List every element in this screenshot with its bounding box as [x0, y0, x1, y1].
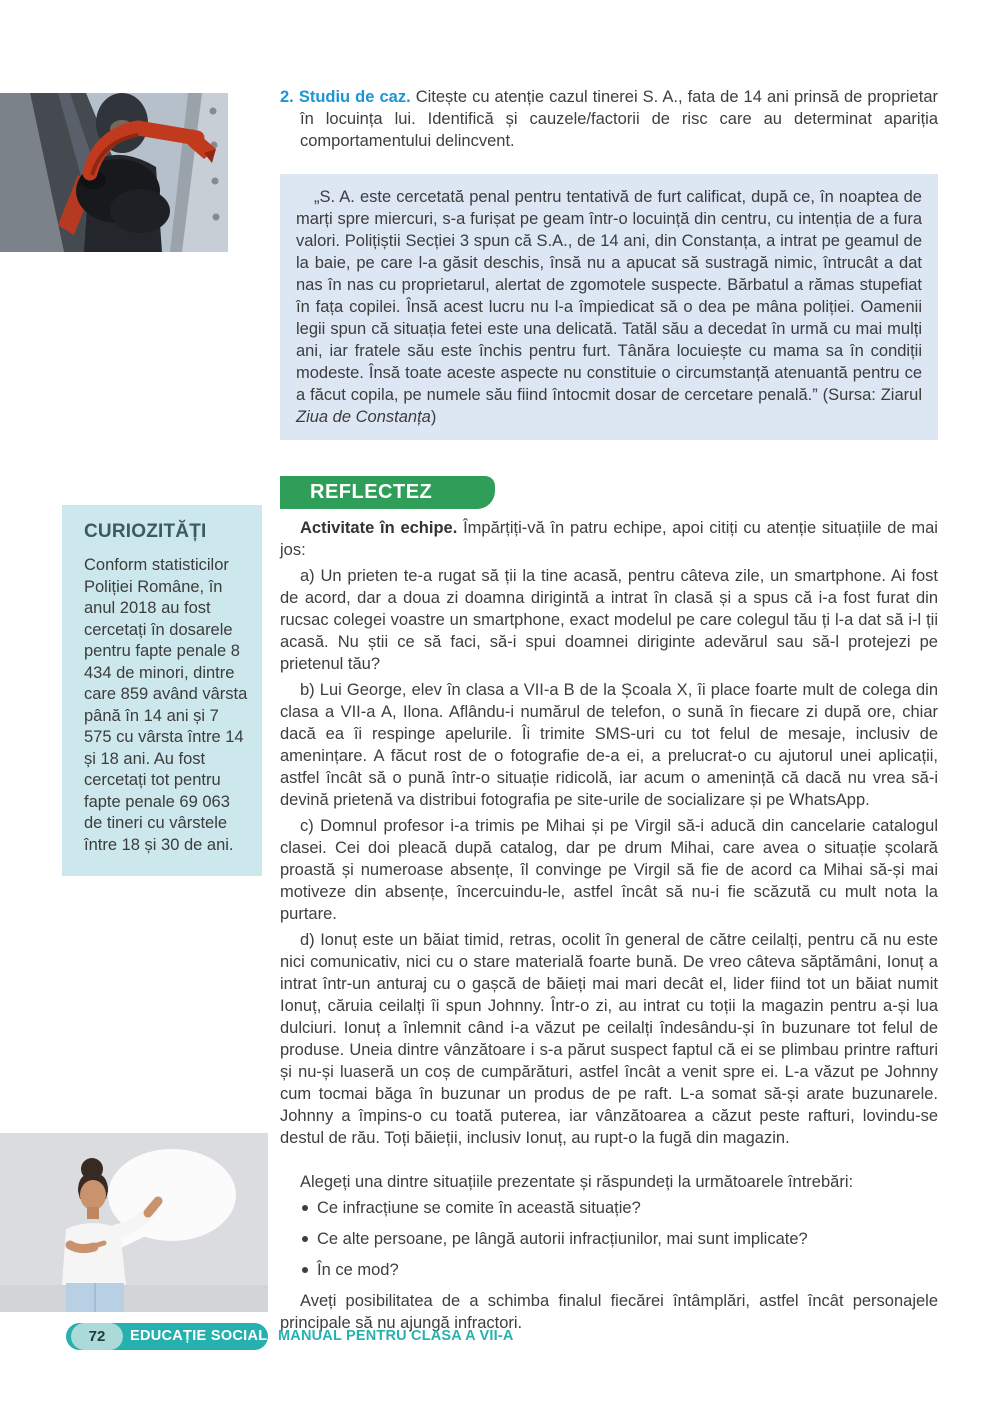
question-text: În ce mod?	[317, 1261, 399, 1279]
situation-c	[280, 815, 938, 925]
curiosities-box	[62, 505, 262, 876]
activity-lead: Activitate în echipe.	[300, 519, 458, 537]
reflect-banner-label: REFLECTEZ	[310, 481, 433, 503]
bullet-icon	[302, 1236, 308, 1242]
situation-letter: b)	[300, 681, 315, 699]
situation-letter: a)	[300, 567, 315, 585]
case-quote-text: „S. A. este cercetată penal pentru tentativă de furt calificat, după ce, în noaptea de marți spre miercuri, s-a furișat pe geam într-o locuință din centru, cu intenția de a fura valori. Polițiștii Secției 3 spun că S.A., de 14 ani, din Constanța, a intrat pe geamul de la baie, pe care l-a găsit deschis, însă nu a apucat să sustragă nimic, întrucât a dat nas în nas cu proprietarul, alertat de zgomotele suspecte. Bărbatul a rămas stupefiat în fața copilei. Însă acest lucru nu l-a împiedicat să o dea pe mâna poliției. Oamenii legii spun că situația fetei este una delicată. Tatăl său a decedat în urmă cu mai mulți ani, iar fratele său este închis pentru furt. Tânăra locuiește cu mama sa în condiții modeste. Însă toate aceste aspecte nu constituie o circumstanță atenuantă pentru ce a făcut copila, pe numele său fiind întocmit dosar de cercetare penală.” (Sursa: Ziarul Ziua de Constanța)	[296, 188, 922, 426]
page-number: 72	[88, 1328, 106, 1345]
situation-d	[280, 929, 938, 1149]
bullet-icon	[302, 1205, 308, 1211]
question-item	[280, 1259, 938, 1281]
question-text: Ce infracțiune se comite în această situație?	[317, 1199, 641, 1217]
situation-text: Lui George, elev în clasa a VII-a B de la Școala X, îi place foarte mult de colega din clasa a VII-a A, Ilona. Aflându-i numărul de telefon, o sună în fiecare zi după ore, chiar dacă ea îi respinge apelurile. Îi trimite SMS-uri cu tot felul de mesaje, inclusiv de amenințare. A făcut rost de o fotografie de-a ei, a prelucrat-o cu ajutorul unei aplicații, astfel încât să o pună într-o situație ridicolă, iar acum o amenință că dacă nu vrea să-i devină prietenă va distribui fotografia pe site-urile de socializare și pe WhatsApp.	[280, 681, 938, 809]
curiosities-title: CURIOZITĂȚI	[84, 521, 207, 542]
question-item	[280, 1228, 938, 1250]
quote-source-title: Ziua de Constanța	[296, 408, 431, 426]
situation-letter: c)	[300, 817, 314, 835]
activity-text: Împărțiți-vă în patru echipe, apoi citiți cu atenție situațiile de mai jos:	[280, 519, 938, 559]
curiosities-text: Conform statisticilor Poliției Române, în anul 2018 au fost cercetați în dosarele pentru fapte penale 8 434 de minori, dintre care 859 având vârsta până în 14 ani și 7 575 cu vârsta între 14 și 18 ani. Au fost cercetați tot pentru fapte penale 69 063 de tineri cu vârstele între 18 și 30 de ani.	[84, 556, 248, 854]
footer-manual-title: MANUAL PENTRU CLASA A VII-A	[278, 1328, 514, 1344]
case-study-intro-text: Citește cu atenție cazul tinerei S. A., fata de 14 ani prinsă de proprietar în locuința lui. Identifică și cauzele/factorii de risc care au determinat apariția comportamentului delincvent.	[300, 88, 938, 150]
situation-b	[280, 679, 938, 811]
speech-bubble-photo	[0, 1133, 268, 1312]
case-study-intro	[280, 86, 938, 152]
bullet-icon	[302, 1267, 308, 1273]
footer-subject: EDUCAȚIE SOCIALĂ	[130, 1328, 279, 1344]
speech-bubble-photo-illustration	[0, 1133, 268, 1312]
reflect-banner	[280, 476, 495, 509]
footer-bar	[66, 1323, 279, 1350]
page-number-badge	[71, 1323, 123, 1350]
case-study-lead: Studiu de caz.	[298, 88, 411, 106]
question-item	[280, 1197, 938, 1219]
situation-text: Un prieten te-a rugat să ții la tine acasă, pentru câteva zile, un smartphone. Ai fost de acord, dar a doua zi doamna dirigintă a intrat în clasă și a spus că i-a fost furat din rucsac colegei voastre un smartphone, exact modelul pe care colegul tău ți l-a dat să i-l ții acasă. Nu știi ce să faci, să-i spui doamnei diriginte adevărul sau să-l protejezi pe prietenul tău?	[280, 567, 938, 673]
choose-instruction: Alegeți una dintre situațiile prezentate și răspundeți la următoarele întrebări:	[300, 1173, 854, 1191]
situation-text: Ionuț este un băiat timid, retras, ocolit în general de către ceilalți, pentru că nu este nici comunicativ, nici cu o stare materială foarte bună. De vreo câteva săptămâni, Ionuț a intrat într-un anturaj cu o gașcă de băieți mai mari decât el, lider fiind tot un băiat numit Ionuț, căruia ceilalți îi spun Johnny. Într-o zi, au intrat cu toții la magazin pentru a-și lua dulciuri. Ionuț a înlemnit când i-a văzut pe ceilalți îndesându-și în buzunare tot felul de produse. Uneia dintre vânzătoare i s-a părut suspect faptul că ei se plimbau printre rafturi și nu-și luaseră un coș de cumpărături, astfel încât a venit spre ei. L-a văzut pe Johnny cum tocmai băga în buzunar un produs de pe raft. L-a somat să-și arate buzunarele. Johnny a împins-o cu toată puterea, iar vânzătoarea a căzut peste rafturi, lovindu-se destul de rău. Toți băieții, inclusiv Ionuț, au rupt-o la fugă din magazin.	[280, 931, 938, 1147]
main-text-column	[280, 86, 938, 1338]
burglary-photo	[0, 93, 228, 252]
case-quote-box	[280, 174, 938, 440]
question-text: Ce alte persoane, pe lângă autorii infracțiunilor, mai sunt implicate?	[317, 1230, 808, 1248]
situation-a	[280, 565, 938, 675]
activity-intro	[280, 517, 938, 561]
burglary-photo-illustration	[0, 93, 228, 252]
situation-letter: d)	[300, 931, 315, 949]
item-number: 2.	[280, 88, 294, 106]
closing-note: Aveți posibilitatea de a schimba finalul fiecărei întâmplări, astfel încât personajele principale să nu ajungă infractori.	[280, 1292, 938, 1332]
situation-text: Domnul profesor i-a trimis pe Mihai și pe Virgil să-i aducă din cancelarie catalogul clasei. Cei doi pleacă după catalog, dar pe drum Mihai, care avea o situație școlară proastă și numeroase absențe, îl convinge pe Virgil să fie de acord ca Mihai să-și mai motiveze din absențe, încercuindu-le, astfel încât să nu-i fie scăzută cu mult nota la purtare.	[280, 817, 938, 923]
